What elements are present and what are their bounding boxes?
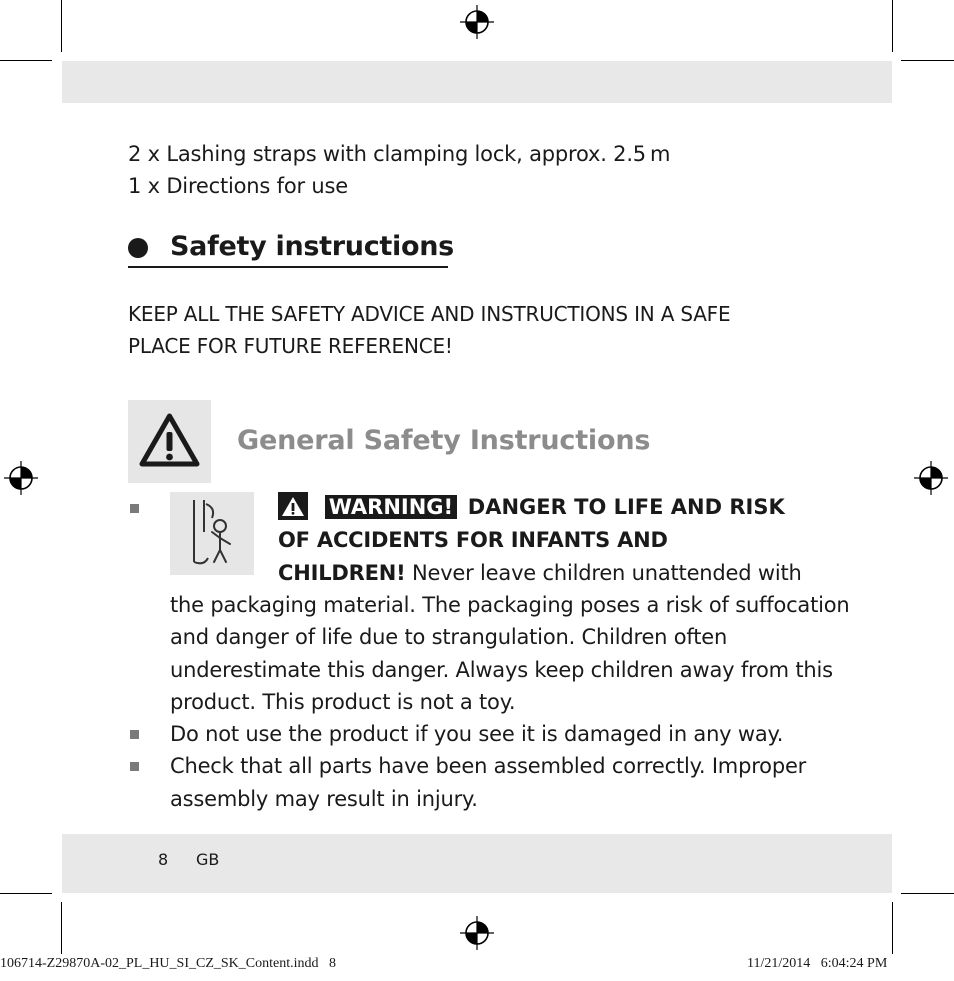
contents-item: 1 x Directions for use — [128, 174, 348, 198]
child-hazard-icon-box — [170, 492, 254, 575]
warning-triangle-icon — [128, 400, 211, 483]
crop-mark — [892, 0, 893, 52]
warning-body-line: product. This product is not a toy. — [170, 690, 516, 714]
warning-title-line — [278, 557, 802, 589]
crop-mark — [901, 60, 954, 61]
warning-title-line — [278, 491, 785, 523]
list-bullet-icon — [130, 762, 139, 771]
list-item: Check that all parts have been assembled correctly. Improper — [170, 754, 807, 778]
crop-mark — [61, 0, 62, 52]
slug-timestamp: 11/21/2014 6:04:24 PM — [747, 956, 888, 971]
crop-mark — [0, 60, 52, 61]
warning-body-line: underestimate this danger. Always keep children away from this — [170, 658, 833, 682]
crop-mark — [892, 902, 893, 954]
keep-notice-line: PLACE FOR FUTURE REFERENCE! — [128, 334, 453, 358]
crop-mark — [61, 902, 62, 954]
crop-mark — [901, 893, 954, 894]
section-heading: Safety instructions — [170, 231, 454, 262]
registration-mark-icon — [460, 916, 494, 950]
child-strangulation-icon — [170, 492, 254, 575]
registration-mark-icon — [460, 5, 494, 39]
list-bullet-icon — [130, 504, 139, 513]
heading-underline — [128, 266, 448, 268]
warning-small-triangle-icon — [278, 492, 308, 520]
contents-item: 2 x Lashing straps with clamping lock, approx. 2.5 m — [128, 142, 671, 166]
general-safety-heading: General Safety Instructions — [237, 425, 651, 456]
keep-notice-line: KEEP ALL THE SAFETY ADVICE AND INSTRUCTIONS IN A SAFE — [128, 302, 731, 326]
registration-mark-icon — [914, 461, 948, 495]
list-item: assembly may result in injury. — [170, 787, 478, 811]
slug-filename: 106714-Z29870A-02_PL_HU_SI_CZ_SK_Content.indd 8 — [0, 956, 336, 971]
page-number: 8 — [158, 850, 169, 869]
warning-icon-box — [128, 400, 211, 483]
country-code: GB — [196, 850, 220, 869]
warning-title-line: OF ACCIDENTS FOR INFANTS AND — [278, 528, 668, 552]
warning-label: WARNING! — [325, 495, 457, 519]
warning-body-text: Never leave children unattended with — [405, 561, 802, 585]
list-item: Do not use the product if you see it is damaged in any way. — [170, 722, 784, 746]
warning-body-line: the packaging material. The packaging poses a risk of suffocation — [170, 593, 850, 617]
warning-body-line: and danger of life due to strangulation. Children often — [170, 625, 728, 649]
footer-band — [62, 834, 892, 893]
section-bullet-icon — [128, 238, 148, 258]
crop-mark — [0, 893, 52, 894]
warning-title-text: DANGER TO LIFE AND RISK — [467, 495, 785, 519]
list-bullet-icon — [130, 730, 139, 739]
warning-title-text: CHILDREN! — [278, 561, 406, 585]
registration-mark-icon — [4, 461, 38, 495]
header-band — [62, 61, 892, 103]
